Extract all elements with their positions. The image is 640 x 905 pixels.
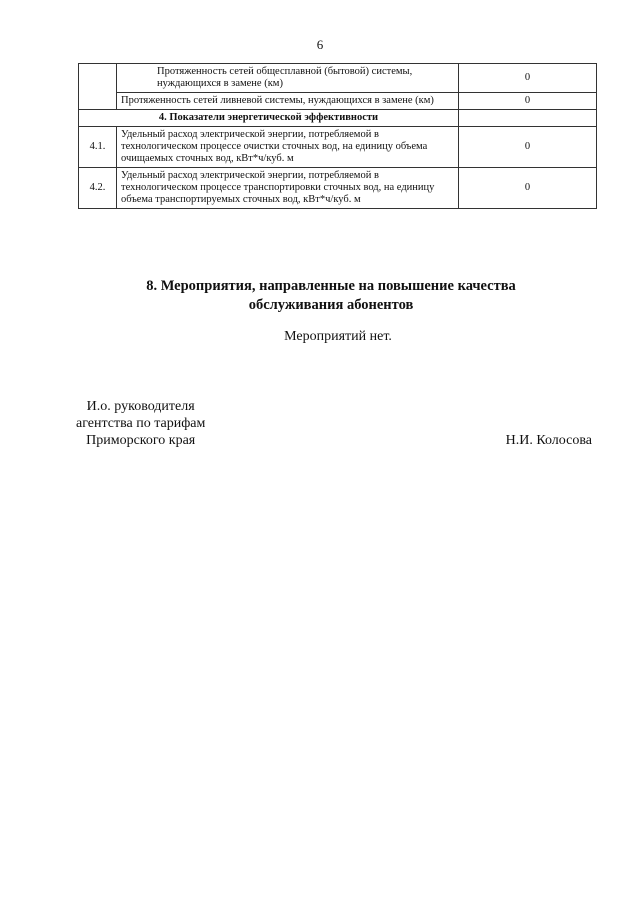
section-8-heading <box>0 277 640 315</box>
row-description: Протяженность сетей общесплавной (бытовой) системы, нуждающихся в замене (км) <box>117 64 459 93</box>
row-description: Удельный расход электрической энергии, потребляемой в технологическом процессе транспортировки сточных вод, на единицу объема транспортируемых сточных вод, кВт*ч/куб. м <box>117 168 459 209</box>
row-value: 0 <box>459 93 597 110</box>
signature-line-1: И.о. руководителя <box>86 399 195 414</box>
row-description: Удельный расход электрической энергии, потребляемой в технологическом процессе очистки сточных вод, на единицу объема очищаемых сточных вод, кВт*ч/куб. м <box>117 127 459 168</box>
section-8-title-line-2: обслуживания абонентов <box>248 297 414 313</box>
section-8-title-line-1: 8. Мероприятия, направленные на повышение качества <box>146 278 516 294</box>
signature-title-block <box>76 398 205 449</box>
row-number-cell: 4.2. <box>79 168 117 209</box>
section-header-row <box>79 110 597 127</box>
table-row <box>79 168 597 209</box>
table-row <box>79 127 597 168</box>
signature-line-3: Приморского края <box>86 433 196 448</box>
row-number-cell <box>79 64 117 110</box>
section-header-empty-cell <box>459 110 597 127</box>
row-description: Протяженность сетей ливневой системы, нуждающихся в замене (км) <box>117 93 459 110</box>
row-value: 0 <box>459 168 597 209</box>
signer-name: Н.И. Колосова <box>505 433 592 448</box>
no-events-text: Мероприятий нет. <box>284 329 392 344</box>
row-value: 0 <box>459 64 597 93</box>
table-row <box>79 93 597 110</box>
signature-line-2: агентства по тарифам <box>76 416 206 431</box>
row-number-cell: 4.1. <box>79 127 117 168</box>
page-number: 6 <box>316 37 324 52</box>
indicators-table <box>78 63 597 209</box>
section-4-title: 4. Показатели энергетической эффективности <box>79 110 459 127</box>
row-value: 0 <box>459 127 597 168</box>
table-row <box>79 64 597 93</box>
